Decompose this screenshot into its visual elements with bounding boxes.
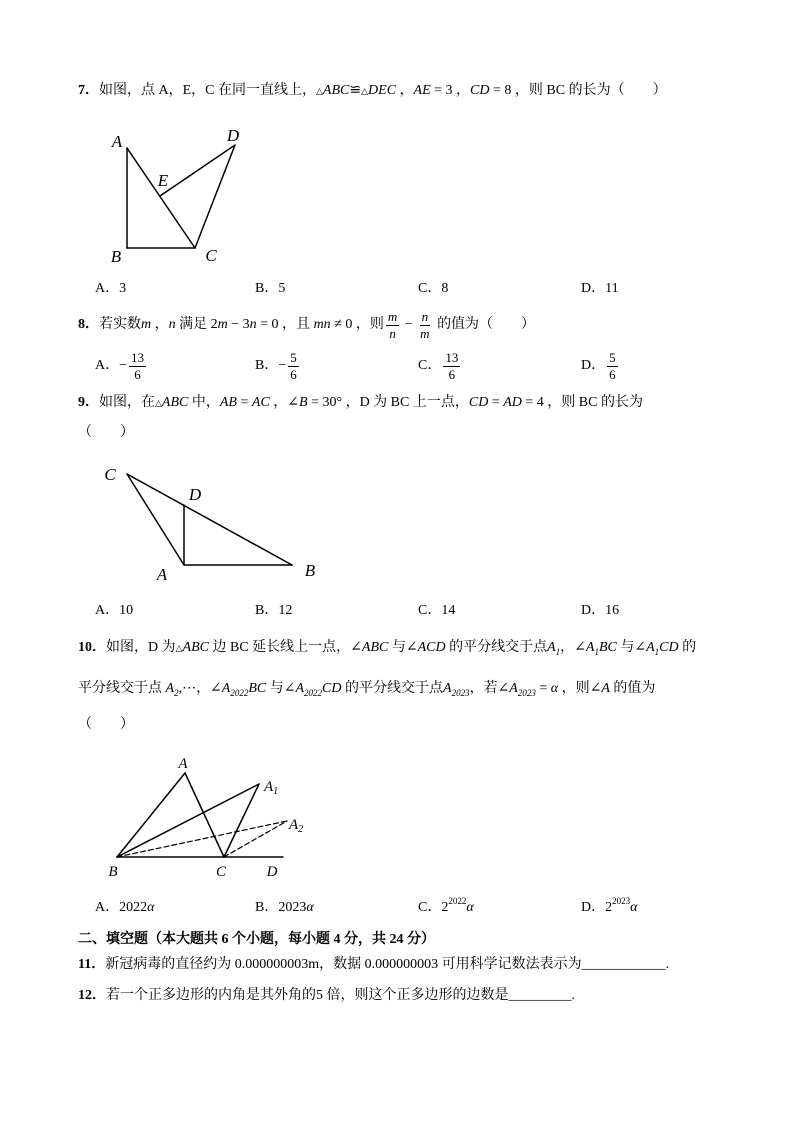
fraction <box>129 351 146 382</box>
text-run: C． <box>418 358 442 373</box>
point-label-b: B <box>108 864 118 880</box>
math-symbol: AE <box>413 83 431 98</box>
label-subscript: 2 <box>298 824 304 835</box>
question-10-option-b <box>255 898 314 918</box>
math-symbol: BC <box>598 640 617 655</box>
point-label-a: A <box>178 756 188 772</box>
text-run: 如图，在 <box>99 395 155 410</box>
fraction-numerator: 5 <box>290 349 297 365</box>
text-run: ，则∠ <box>558 681 602 696</box>
point-label-b: B <box>110 247 122 266</box>
text-run: 若实数 <box>99 317 141 332</box>
text-run: 如图，点 A，E，C 在同一直线上， <box>99 83 316 98</box>
point-label-a1 <box>263 779 278 797</box>
question-10-option-a <box>95 898 154 918</box>
fraction-denominator: 6 <box>134 366 141 382</box>
point-label-a2 <box>288 817 303 835</box>
point-label-a: A <box>111 132 123 151</box>
fraction-numerator: 13 <box>131 349 145 365</box>
text-run: ≠ 0 ，则 <box>330 317 384 332</box>
figure-question-10 <box>100 750 315 880</box>
question-8-option-a <box>95 349 148 382</box>
question-10-option-c <box>418 898 474 918</box>
question-8-stem <box>78 308 536 341</box>
math-symbol: DEC <box>368 83 397 98</box>
text-run: D．11 <box>581 281 619 296</box>
text-run: C．8 <box>418 281 449 296</box>
point-label-d: D <box>266 864 278 880</box>
fraction-denominator: 6 <box>448 366 456 382</box>
math-symbol: α <box>147 900 155 915</box>
fraction-numerator: 13 <box>445 349 459 365</box>
fraction-denominator: 6 <box>609 366 616 382</box>
question-12-stem <box>78 986 575 1006</box>
triangle-symbol: △ <box>155 398 162 408</box>
segment-cb <box>127 474 292 565</box>
text-run: A．2022 <box>95 900 148 915</box>
text-run: 与∠ <box>388 640 418 655</box>
fraction <box>288 351 299 382</box>
text-run: D． <box>581 358 606 373</box>
question-number: 8． <box>78 317 99 332</box>
math-symbol: AC <box>251 395 270 410</box>
text-run: − 3 <box>227 317 250 332</box>
question-10-stem-line-3 <box>78 715 134 735</box>
fraction-numerator: m <box>387 308 398 324</box>
fraction-denominator: 6 <box>290 366 297 382</box>
math-symbol: ABC <box>161 395 189 410</box>
question-number: 12． <box>78 988 106 1003</box>
text-run: 的平分线交于点 <box>341 681 443 696</box>
text-run: D．2 <box>581 900 613 915</box>
math-symbol: ABC <box>182 640 209 655</box>
label-subscript: 1 <box>273 786 279 797</box>
text-run: 新冠病毒的直径约为 0.000000003m，数据 0.000000003 可用科学记数法表示为____________. <box>105 957 670 972</box>
text-run: 边 BC 延长线上一点，∠ <box>209 640 362 655</box>
text-run: ，∠ <box>269 395 300 410</box>
question-number: 11． <box>78 957 106 972</box>
question-9-stem-continued <box>78 423 134 443</box>
question-7-option-c <box>418 279 448 299</box>
point-label-c: C <box>104 465 116 484</box>
subscript: 1 <box>654 647 660 657</box>
question-10-option-d <box>581 898 637 918</box>
text-run: ， <box>396 83 414 98</box>
question-9-option-d <box>581 601 619 621</box>
math-symbol: A <box>547 640 556 655</box>
segment-ac <box>127 148 195 248</box>
text-run: 的 <box>678 640 697 655</box>
text-run: D．16 <box>581 603 620 618</box>
text-run: = 30° ，D 为 BC 上一点， <box>307 395 469 410</box>
math-symbol: A <box>509 681 518 696</box>
math-symbol: AD <box>503 395 522 410</box>
segment-de <box>160 145 235 196</box>
text-run: = <box>488 395 504 410</box>
math-symbol: ABC <box>322 83 350 98</box>
math-symbol: α <box>630 900 638 915</box>
question-7-option-a <box>95 279 126 299</box>
text-run: − <box>401 317 417 332</box>
text-run: A．− <box>95 358 128 373</box>
question-9-option-c <box>418 601 455 621</box>
text-run: 若一个正多边形的内角是其外角的5 倍，则这个正多边形的边数是_________. <box>106 988 575 1003</box>
math-symbol: n <box>249 317 257 332</box>
point-label-a: A <box>156 565 168 584</box>
text-run: C．14 <box>418 603 456 618</box>
point-label-c: C <box>215 864 227 880</box>
text-run: 如图，D 为 <box>106 640 176 655</box>
point-label-d: D <box>188 485 202 504</box>
question-8-option-b <box>255 349 301 382</box>
text-run: B．5 <box>255 281 286 296</box>
triangle-symbol: △ <box>175 643 183 653</box>
subscript: 1 <box>594 647 599 657</box>
text-run: ，∠ <box>560 640 586 655</box>
text-run: （ ） <box>78 717 134 732</box>
subscript: 2022 <box>230 688 249 698</box>
math-symbol: CD <box>470 83 490 98</box>
math-symbol: AB <box>219 395 237 410</box>
math-symbol: A <box>295 681 305 696</box>
fraction-numerator: 5 <box>609 349 616 365</box>
math-symbol: m <box>141 317 152 332</box>
fraction <box>443 351 460 382</box>
math-symbol: A <box>165 681 175 696</box>
text-run: 满足 2 <box>175 317 218 332</box>
fraction-numerator: n <box>421 308 429 324</box>
text-run: = 3 ， <box>430 83 471 98</box>
math-symbol: ABC <box>361 640 389 655</box>
question-number: 9． <box>78 395 99 410</box>
math-symbol: α <box>306 900 314 915</box>
fraction <box>418 310 431 341</box>
point-label-b: B <box>304 561 316 580</box>
math-symbol: A <box>646 640 655 655</box>
text-run: 与∠ <box>616 640 647 655</box>
math-symbol: m <box>217 317 228 332</box>
question-11-stem <box>78 955 669 975</box>
text-run: ，若∠ <box>469 681 510 696</box>
fraction <box>607 351 618 382</box>
text-run: C．2 <box>418 900 449 915</box>
text-run: = 8 ，则 BC 的长为（ ） <box>489 83 667 98</box>
question-7-option-d <box>581 279 619 299</box>
question-8-option-d <box>581 349 620 382</box>
text-run: 与∠ <box>266 681 296 696</box>
math-symbol: α <box>550 681 559 696</box>
math-symbol: CD <box>659 640 679 655</box>
segment-ca1 <box>224 784 259 857</box>
text-run: B．2023 <box>255 900 307 915</box>
math-symbol: CD <box>468 395 489 410</box>
text-run: A．3 <box>95 281 127 296</box>
math-symbol: BC <box>248 681 267 696</box>
math-symbol: CD <box>322 681 342 696</box>
math-symbol: α <box>466 900 474 915</box>
subscript: 1 <box>555 647 561 657</box>
fraction <box>386 310 399 341</box>
label-base: A <box>264 779 274 795</box>
segment-dc <box>195 145 235 248</box>
math-symbol: ACD <box>417 640 446 655</box>
subscript: 2 <box>174 688 179 698</box>
triangle-symbol: △ <box>361 86 369 96</box>
segment-ca <box>127 474 184 565</box>
superscript: 2022 <box>448 896 467 906</box>
fraction-denominator: n <box>389 325 396 341</box>
text-run: 的平分线交于点 <box>445 640 548 655</box>
text-run: ,⋯，∠ <box>178 681 222 696</box>
text-run: 中， <box>188 395 220 410</box>
question-8-option-c <box>418 349 462 382</box>
text-run: 平分线交于点 <box>78 681 166 696</box>
figure-question-9 <box>95 455 325 585</box>
text-run: B．− <box>255 358 287 373</box>
text-run: 的值为 <box>609 681 656 696</box>
triangle-symbol: △ <box>316 86 323 96</box>
text-run: 的值为（ ） <box>433 317 536 332</box>
math-symbol: A <box>585 640 595 655</box>
math-symbol: B <box>299 395 308 410</box>
text-run: = 0 ，且 <box>256 317 314 332</box>
superscript: 2023 <box>612 896 631 906</box>
text-run: ≌ <box>349 83 362 98</box>
text-run: ， <box>151 317 169 332</box>
question-number: 7． <box>78 83 99 98</box>
point-label-c: C <box>205 246 217 265</box>
text-run: （ ） <box>78 425 134 440</box>
fraction-denominator: m <box>420 325 430 341</box>
figure-question-7 <box>100 120 250 270</box>
math-symbol: A <box>601 681 610 696</box>
segment-ba1 <box>117 784 259 857</box>
subscript: 2022 <box>304 688 323 698</box>
point-label-e: E <box>157 171 169 190</box>
label-base: A <box>289 817 299 833</box>
text-run: A．10 <box>95 603 134 618</box>
subscript: 2023 <box>517 688 536 698</box>
question-number: 10． <box>78 640 106 655</box>
subscript: 2023 <box>451 688 470 698</box>
math-symbol: A <box>443 681 452 696</box>
point-label-d: D <box>226 126 240 145</box>
question-10-stem-line-2 <box>78 679 655 699</box>
question-9-option-b <box>255 601 292 621</box>
math-symbol: mn <box>313 317 331 332</box>
text-run: = 4 ，则 BC 的长为 <box>521 395 643 410</box>
question-9-option-a <box>95 601 133 621</box>
text-run: = <box>236 395 252 410</box>
text-run: B．12 <box>255 603 293 618</box>
text-run: = <box>535 681 551 696</box>
math-symbol: n <box>168 317 176 332</box>
question-10-stem <box>78 638 696 658</box>
question-7-stem <box>78 81 667 101</box>
question-9-stem <box>78 393 643 413</box>
math-symbol: A <box>221 681 231 696</box>
question-7-option-b <box>255 279 285 299</box>
section-header-fill-in-blank: 二、填空题（本大题共 6 个小题，每小题 4 分，共 24 分） <box>78 932 435 947</box>
segment-ac <box>185 773 224 857</box>
